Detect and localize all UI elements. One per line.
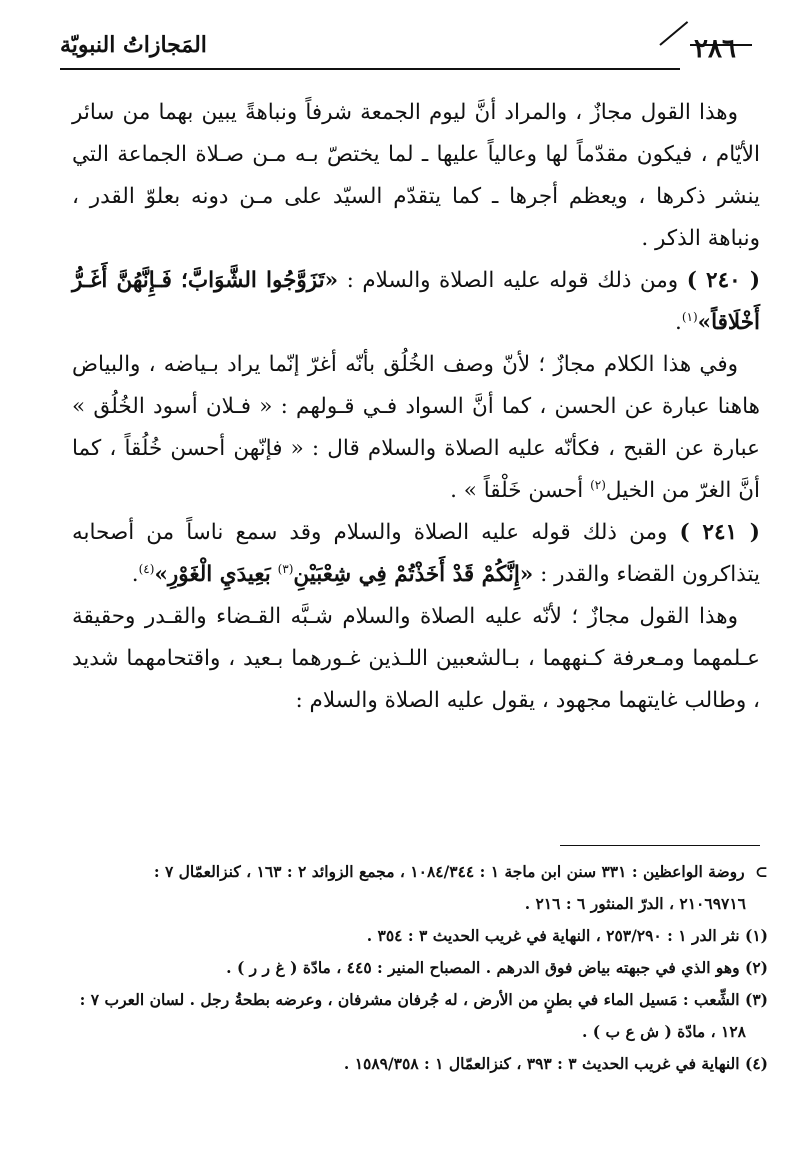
footnote-source-text: روضة الواعظين : ٣٣١ سنن ابن ماجة ١ : ١٠٨٤/٣٤٤ ، مجمع الزوائد ٢ : ١٦٣ ، كنزالعمّال ٧ : [153, 862, 745, 881]
footnote-separator [560, 845, 760, 846]
footnote-3: (٣) الشِّعب : مَسيل الماء في بطنٍ من الأرض ، له جُرفان مشرفان ، وعرضه بطحةُ رجل . لسان العرب ٧ : [79, 990, 768, 1009]
hadith-240: ( ٢٤٠ ) ومن ذلك قوله عليه الصلاة والسلام : «تَزَوَّجُوا الشَّوَابَّ؛ فَـإِنَّهُنَّ أَغَـرُّ أَخْلَاقاً»$^{(١)}$. [72, 268, 761, 335]
page-header [0, 0, 812, 70]
running-title: المَجازاتُ النبويّة [60, 32, 207, 58]
footnotes [62, 856, 768, 1080]
footnote-ref: (٤) [138, 561, 155, 576]
hadith-quote: «تَزَوَّجُوا الشَّوَابَّ؛ فَـإِنَّهُنَّ أَغَـرُّ أَخْلَاقاً» [72, 268, 760, 335]
header-top-rule [690, 44, 752, 46]
footnote-ref: (٣) [277, 561, 294, 576]
paragraph-2-end: أحسن خَلْقاً » . [450, 478, 584, 503]
paragraph-2 [72, 344, 760, 512]
hadith-quote-part-2: بَعِيدَيِ الْغَوْرِ» [154, 562, 271, 587]
footnote-3-continued: ١٢٨ ، مادّة ( ش ع ب ) . [581, 1022, 746, 1041]
footnote-2: (٢) وهو الذي في جبهته بياض فوق الدرهم . المصباح المنير : ٤٤٥ ، مادّة ( غ ر ر ) . [226, 958, 768, 977]
hadith-quote-part-1: «إِنَّكُمْ قَدْ أَخَذْتُمْ فِي شِعْبَيْنِ [293, 562, 534, 587]
paragraph-2-text: وفي هذا الكلام مجازٌ ؛ لأنّ وصف الخُلُق بأنّه أغرّ إنّما يراد بـياضه ، والبياض هاهنا عبارة عن الحسن ، كما أنَّ السواد فـي قـولهم : « فـلان أسود الخُلُق » عبارة عن القبح ، فكأنّه عليه الصلاة والسلام قال : « فإنّهن أحسن خُلُقاً ، كما أنَّ الغرّ من الخيل [72, 352, 760, 503]
hadith-number: ( ٢٤٠ ) [686, 268, 761, 293]
hadith-intro: ومن ذلك قوله عليه الصلاة والسلام وقد سمع ناساً من أصحابه يتذاكرون القضاء والقدر : [72, 520, 760, 587]
paragraph-1: وهذا القول مجازٌ ، والمراد أنَّ ليوم الجمعة شرفاً ونباهةً يبين بهما من سائر الأيّام ، فيكون مقدّماً لها وعالياً عليها ـ لما يختصّ بـه مـن صـلاة الجماعة التي ينشر ذكرها ، ويعظم أجرها ـ كما يتقدّم السيّد على مـن دونه بعلوّ القدر ، ونباهة الذكر . [72, 100, 760, 251]
footnote-ref: (١) [681, 309, 698, 324]
source-marker-icon: ⊃ [755, 862, 768, 881]
footnote-source [62, 856, 768, 888]
main-text [72, 92, 760, 722]
footnote-4: (٤) النهاية في غريب الحديث ٣ : ٣٩٣ ، كنزالعمّال ١ : ١٥٨٩/٣٥٨ . [343, 1054, 768, 1073]
footnote-source-continued: ٢١٠٦٩٧١٦ ، الدرّ المنثور ٦ : ٢١٦ . [524, 894, 746, 913]
hadith-intro: ومن ذلك قوله عليه الصلاة والسلام : [346, 268, 679, 293]
paragraph-3: وهذا القول مجازٌ ؛ لأنّه عليه الصلاة والسلام شـبَّه القـضاء والقـدر وحقيقة عـلمهما ومـعرفة كـنههما ، بـالشعبين اللـذين غـورهما بـعيد ، واقتحامهما شديد ، وطالب غايتهما مجهود ، يقول عليه الصلاة والسلام : [72, 604, 760, 713]
hadith-number: ( ٢٤١ ) [679, 520, 760, 545]
footnote-1: (١) نثر الدر ١ : ٢٥٣/٢٩٠ ، النهاية في غريب الحديث ٣ : ٣٥٤ . [366, 926, 768, 945]
hadith-241: ( ٢٤١ ) ومن ذلك قوله عليه الصلاة والسلام وقد سمع ناساً من أصحابه يتذاكرون القضاء والقدر : «إِنَّكُمْ قَدْ أَخَذْتُمْ فِي شِعْبَيْنِ$^{(٣)}$ بَعِيدَيِ الْغَوْرِ»$^{(٤)}$. [72, 520, 760, 587]
page-number: ٢٨٦ [694, 34, 736, 64]
header-rule [60, 68, 680, 70]
footnote-ref: (٢) [590, 477, 606, 492]
